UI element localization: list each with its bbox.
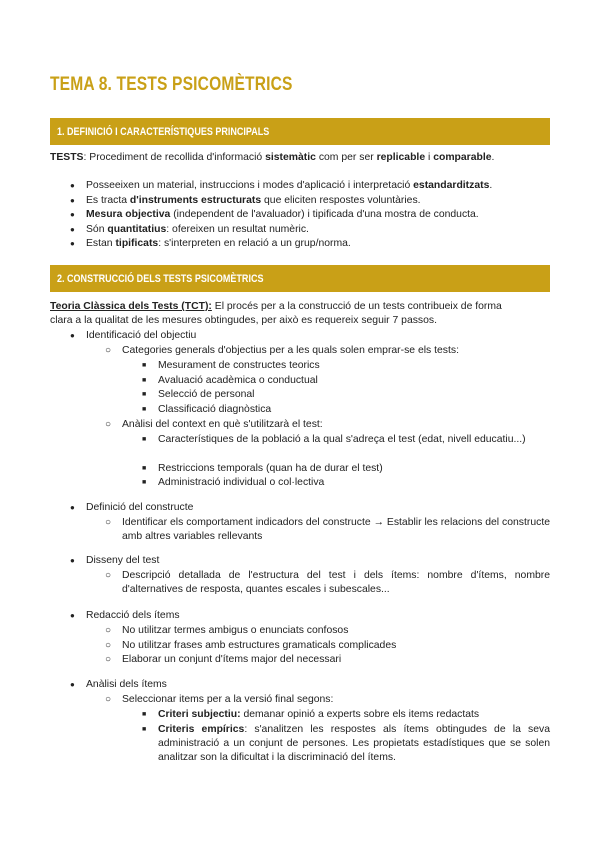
characteristic-bold: quantitatius xyxy=(107,223,167,235)
def-bold-2: replicable xyxy=(376,152,426,163)
step-5-label: Anàlisi dels ítems xyxy=(86,679,167,690)
step-2-sub: Identificar els comportament indicadors del constructe → Establir les relacions del constructe amb altres variables rellevants xyxy=(122,517,550,542)
square-bullet-icon: ■ xyxy=(142,376,147,384)
criteria-2-bold: Criteris empírics xyxy=(158,724,245,735)
bullet-icon: ● xyxy=(70,239,75,248)
def-bold-3: comparable xyxy=(433,152,492,163)
step-1-sub-2: Anàlisi del context en què s'utilitzarà el test: xyxy=(122,419,323,430)
objective-category-item: Selecció de personal xyxy=(158,389,255,400)
criteria-item-1 xyxy=(158,708,479,722)
step-1-sub-1: Categories generals d'objectius per a les quals solen emprar-se els tests: xyxy=(122,345,459,356)
criteria-item-2 xyxy=(158,723,550,765)
item-writing-rule: No utilitzar termes ambigus o enunciats confosos xyxy=(122,625,349,636)
section-2-heading-bar xyxy=(50,265,550,292)
step-3-label: Disseny del test xyxy=(86,555,160,566)
item-writing-rule: No utilitzar frases amb estructures gramaticals complicades xyxy=(122,639,397,651)
square-bullet-icon: ■ xyxy=(142,436,147,443)
bullet-icon: ● xyxy=(70,195,75,205)
characteristic-pre: Es tracta xyxy=(86,194,130,206)
bullet-icon: ● xyxy=(70,611,75,620)
characteristic-item xyxy=(86,179,492,193)
circle-bullet-icon: ○ xyxy=(105,517,112,528)
objective-category-item: Avaluació acadèmica o conductual xyxy=(158,374,318,386)
step-1-sub-2-item-3: Administració individual o col·lectiva xyxy=(158,477,325,488)
square-bullet-icon: ■ xyxy=(142,479,147,486)
bullet-icon: ● xyxy=(70,181,75,190)
def-text-b: com per ser xyxy=(315,152,377,163)
characteristic-bold: Mesura objectiva xyxy=(86,209,171,220)
tct-term: Teoria Clàssica dels Tests (TCT): xyxy=(50,301,212,312)
circle-bullet-icon: ○ xyxy=(105,639,112,651)
criteria-1-text: demanar opinió a experts sobre els items redactats xyxy=(240,709,480,720)
square-bullet-icon: ■ xyxy=(142,405,147,413)
objective-category-item: Classificació diagnòstica xyxy=(158,403,272,415)
circle-bullet-icon: ○ xyxy=(105,625,112,636)
characteristic-pre: Estan xyxy=(86,238,116,249)
section-1-heading-bar xyxy=(50,118,550,145)
characteristic-post: que eliciten respostes voluntàries. xyxy=(261,194,421,206)
circle-bullet-icon: ○ xyxy=(105,654,112,665)
bullet-icon: ● xyxy=(70,331,75,340)
circle-bullet-icon: ○ xyxy=(105,570,112,581)
step-1-sub-2-item-1: Característiques de la població a la qual s'adreça el test (edat, nivell educatiu...) xyxy=(158,434,526,445)
step-1-label: Identificació del objectiu xyxy=(86,330,197,341)
characteristic-post: . xyxy=(489,180,493,191)
characteristic-post: (independent de l'avaluador) i tipificada d'una mostra de conducta. xyxy=(170,209,479,220)
characteristic-item xyxy=(86,208,479,222)
characteristic-item xyxy=(86,223,309,237)
square-bullet-icon: ■ xyxy=(142,711,147,718)
criteria-2-text: : s'analitzen les respostes als ítems obtingudes de la seva administració a un conjunt de persones. Les propietats estadístiques que se solen analitzar son la dificultat i la discriminació del ítems. xyxy=(158,724,551,763)
characteristic-item xyxy=(86,194,421,208)
tct-intro-line-1 xyxy=(50,300,502,314)
tct-intro-line-2: clara a la qualitat de les mesures obtingudes, per això es requereix seguir 7 passos. xyxy=(50,315,437,326)
step-2-label: Definició del constructe xyxy=(86,502,194,513)
objective-category-item: Mesurament de constructes teorics xyxy=(158,360,320,371)
step-5-sub: Seleccionar items per a la versió final segons: xyxy=(122,694,334,705)
square-bullet-icon: ■ xyxy=(142,362,147,369)
bullet-icon: ● xyxy=(70,680,75,689)
step-4-label: Redacció dels ítems xyxy=(86,610,180,621)
step-3-sub: Descripció detallada de l'estructura del test i dels ítems: nombre d'ítems, nombre d'alternatives de resposta, quantes escales i subescales... xyxy=(122,570,550,595)
circle-bullet-icon: ○ xyxy=(105,419,112,430)
section-2-heading: 2. CONSTRUCCIÓ DELS TESTS PSICOMÈTRICS xyxy=(57,273,264,285)
square-bullet-icon: ■ xyxy=(142,391,147,398)
characteristic-post: : ofereixen un resultat numèric. xyxy=(166,223,309,235)
characteristic-pre: Posseeixen un material, instruccions i modes d'aplicació i interpretació xyxy=(86,180,414,191)
tests-definition xyxy=(50,151,494,165)
bullet-icon: ● xyxy=(70,503,75,512)
characteristic-pre: Són xyxy=(86,223,108,235)
bullet-icon: ● xyxy=(70,224,75,234)
circle-bullet-icon: ○ xyxy=(105,345,112,356)
def-term: TESTS xyxy=(50,152,84,163)
bullet-icon: ● xyxy=(70,556,75,565)
section-1-heading: 1. DEFINICIÓ I CARACTERÍSTIQUES PRINCIPALS xyxy=(57,126,270,138)
step-1-sub-2-item-2: Restriccions temporals (quan ha de durar el test) xyxy=(158,463,383,474)
def-bold-1: sistemàtic xyxy=(265,152,316,163)
characteristic-bold: d'instruments estructurats xyxy=(129,194,262,206)
def-end: . xyxy=(491,152,495,163)
characteristic-item xyxy=(86,237,351,251)
characteristic-post: : s'interpreten en relació a un grup/norma. xyxy=(158,238,351,249)
circle-bullet-icon: ○ xyxy=(105,694,112,705)
tct-intro-text-1: El procés per a la construcció de un tests contribueix de forma xyxy=(211,301,502,312)
bullet-icon: ● xyxy=(70,210,75,219)
document-title: TEMA 8. TESTS PSICOMÈTRICS xyxy=(50,74,293,95)
criteria-1-bold: Criteri subjectiu: xyxy=(158,709,241,720)
characteristic-bold: estandarditzats xyxy=(413,180,490,191)
item-writing-rule: Elaborar un conjunt d'ítems major del necessari xyxy=(122,654,342,665)
def-text-c: i xyxy=(425,152,434,163)
characteristic-bold: tipificats xyxy=(115,238,159,249)
square-bullet-icon: ■ xyxy=(142,465,147,472)
square-bullet-icon: ■ xyxy=(142,726,147,733)
def-text-a: : Procediment de recollida d'informació xyxy=(83,152,266,163)
